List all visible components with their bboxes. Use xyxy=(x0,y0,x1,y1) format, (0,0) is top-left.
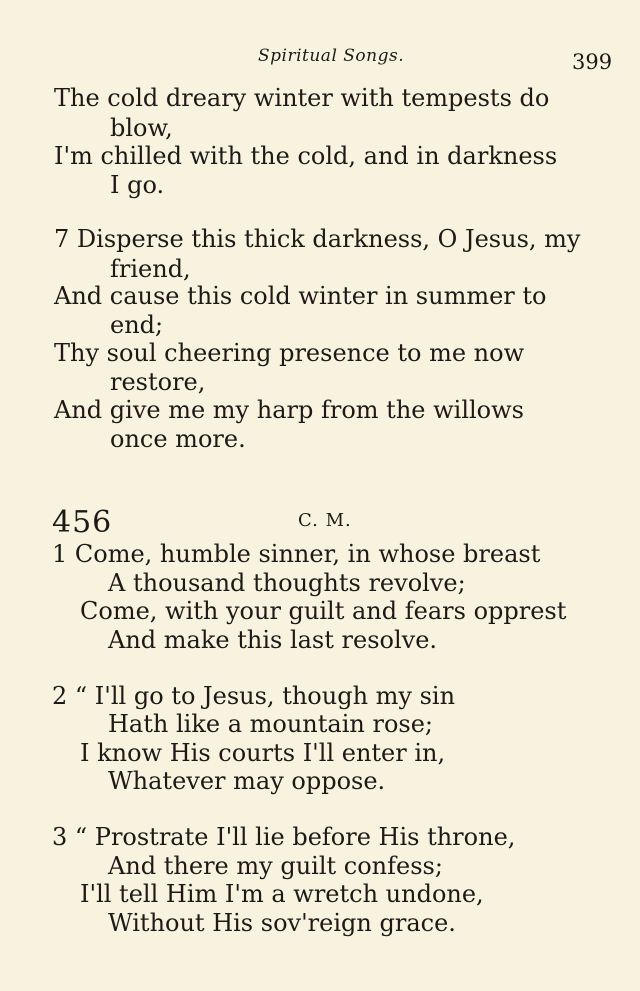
verse-line: The cold dreary winter with tempests do xyxy=(54,84,550,112)
verse-line: once more. xyxy=(110,425,246,453)
verse-line: Hath like a mountain rose; xyxy=(108,710,433,738)
verse-line: 7 Disperse this thick darkness, O Jesus, my xyxy=(54,225,581,253)
verse-line: friend, xyxy=(110,255,191,283)
verse-line: A thousand thoughts revolve; xyxy=(108,569,466,597)
verse-line: And there my guilt confess; xyxy=(108,852,443,880)
verse-line: I know His courts I'll enter in, xyxy=(80,739,446,767)
verse-line: Without His sov'reign grace. xyxy=(108,909,456,937)
running-head: Spiritual Songs. xyxy=(258,46,405,66)
hymn-meter: C. M. xyxy=(298,510,352,531)
verse-line: Thy soul cheering presence to me now xyxy=(54,339,525,367)
verse-line: Come, with your guilt and fears opprest xyxy=(80,597,567,625)
verse-line: I'm chilled with the cold, and in darkness xyxy=(54,142,558,170)
verse-line: I'll tell Him I'm a wretch undone, xyxy=(80,880,484,908)
verse-line: restore, xyxy=(110,368,206,396)
verse-line: 1 Come, humble sinner, in whose breast xyxy=(52,540,541,568)
page-number: 399 xyxy=(572,50,613,74)
verse-line: And give me my harp from the willows xyxy=(54,396,524,424)
verse-line: 3 “ Prostrate I'll lie before His throne, xyxy=(52,823,516,851)
hymn-number: 456 xyxy=(52,505,113,540)
verse-line: And make this last resolve. xyxy=(108,626,438,654)
verse-line: And cause this cold winter in summer to xyxy=(54,282,547,310)
verse-line: Whatever may oppose. xyxy=(108,767,386,795)
verse-line: blow, xyxy=(110,114,173,142)
verse-line: end; xyxy=(110,311,164,339)
verse-line: I go. xyxy=(110,171,165,199)
verse-line: 2 “ I'll go to Jesus, though my sin xyxy=(52,682,456,710)
